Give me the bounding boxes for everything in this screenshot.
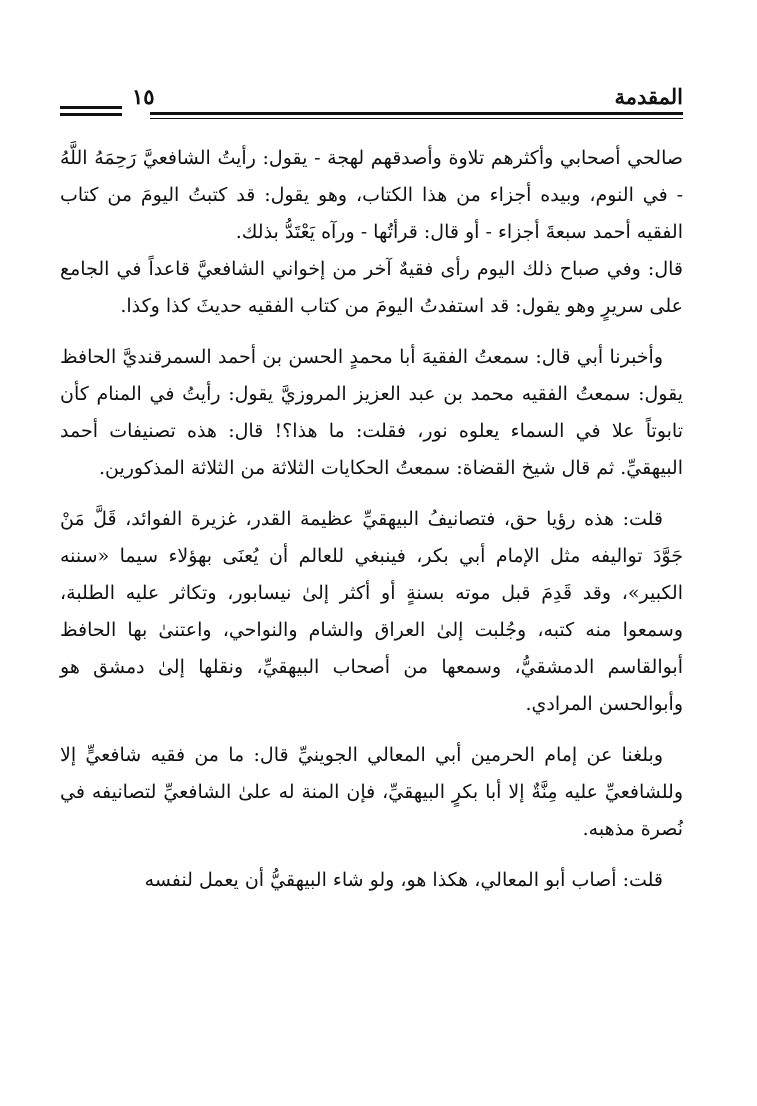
paragraph: وبلغنا عن إمام الحرمين أبي المعالي الجوينيِّ قال: ما من فقيه شافعيٍّ إلا وللشافعيِّ عليه مِنَّةٌ إلا أبا بكرٍ البيهقيِّ، فإن المنة له علىٰ الشافعيِّ لتصانيفه في نُصرة مذهبه. (60, 744, 683, 840)
header-rule (150, 112, 683, 119)
paragraph: صالحي أصحابي وأكثرهم تلاوة وأصدقهم لهجة - يقول: رأيتُ الشافعيَّ رَحِمَهُ اللَّهُ - في النوم، وبيده أجزاء من هذا الكتاب، وهو يقول: قد كتبتُ اليومَ من كتاب الفقيه أحمد سبعةَ أجزاء - أو قال: قرأتُها - ورآه يَعْتَدُّ بذلك. (60, 147, 683, 243)
paragraph: وأخبرنا أبي قال: سمعتُ الفقيهَ أبا محمدٍ الحسن بن أحمد السمرقنديَّ الحافظ يقول: سمعتُ الفقيه محمد بن عبد العزيز المروزيَّ يقول: رأيتُ في المنام كأن تابوتاً علا في السماء يعلوه نور، فقلت: ما هذا؟! قال: هذه تصنيفات أحمد البيهقيِّ. ثم قال شيخ القضاة: سمعتُ الحكايات الثلاثة من الثلاثة المذكورين. (60, 346, 683, 479)
paragraph: قال: وفي صباح ذلك اليوم رأى فقيهٌ آخر من إخواني الشافعيَّ قاعداً في الجامع على سريرٍ وهو يقول: قد استفدتُ اليومَ من كتاب الفقيه حديثَ كذا وكذا. (60, 258, 683, 317)
body-text (60, 140, 683, 899)
page-number: ١٥ (132, 84, 155, 109)
paragraph: قلت: أصاب أبو المعالي، هكذا هو، ولو شاء البيهقيُّ أن يعمل لنفسه (144, 869, 663, 891)
section-title: المقدمة (614, 84, 683, 109)
running-header (60, 82, 683, 124)
paragraph: قلت: هذه رؤيا حق، فتصانيفُ البيهقيِّ عظيمة القدر، غزيرة الفوائد، قَلَّ مَنْ جَوَّدَ تواليفه مثل الإمام أبي بكر، فينبغي للعالم أن يُعنَى بهؤلاء سيما «سننه الكبير»، وقد قَدِمَ قبل موته بسنةٍ أو أكثر إلىٰ نيسابور، وتكاثر عليه الطلبة، وسمعوا منه كتبه، وجُلبت إلىٰ العراق والشام والنواحي، واعتنىٰ بها الحافظ أبوالقاسم الدمشقيُّ، وسمعها من أصحاب البيهقيِّ، ونقلها إلىٰ دمشق هو وأبوالحسن المرادي. (60, 508, 683, 715)
page-number-rule (60, 106, 122, 120)
